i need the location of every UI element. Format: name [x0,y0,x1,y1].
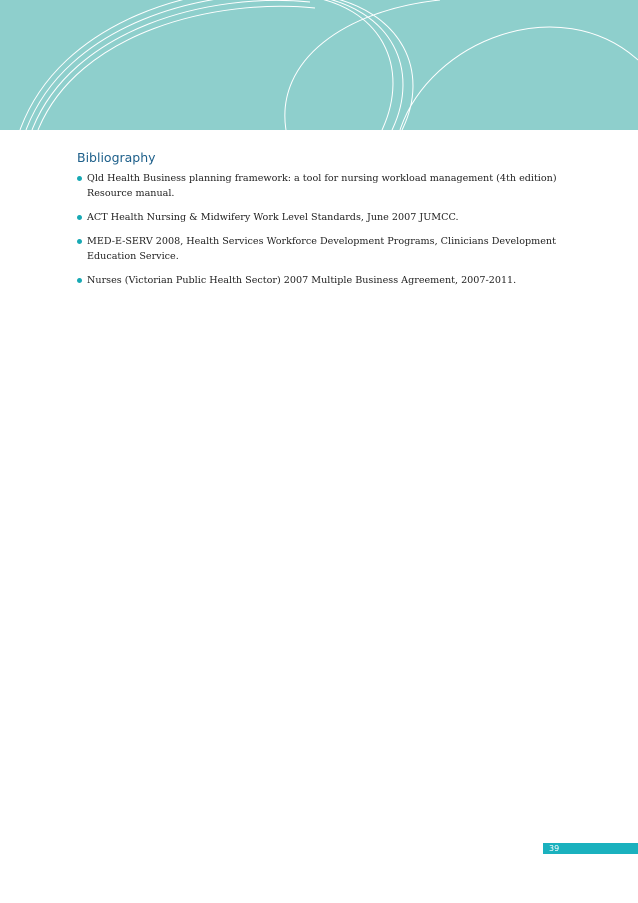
bullet-icon [77,215,82,220]
page-number-bar [543,843,638,854]
bibliography-list [77,171,577,288]
header-band [0,0,638,130]
arc-large-2 [26,0,305,130]
bullet-icon [77,278,82,283]
bibliography-section [77,150,577,297]
bullet-icon [77,239,82,244]
arc-large-3 [32,0,310,130]
arc-large-4 [38,6,315,130]
bullet-icon [77,176,82,181]
page-number: 39 [549,844,560,853]
bibliography-item-text: Qld Health Business planning framework: a tool for nursing workload management (4th edition) Resource manual. [87,173,557,199]
bibliography-item [77,210,577,225]
bibliography-item [77,234,577,264]
arc-far-right [400,27,638,130]
bibliography-item [77,273,577,288]
section-heading: Bibliography [77,150,156,165]
bibliography-item-text: MED-E-SERV 2008, Health Services Workforce Development Programs, Clinicians Development Education Service. [87,236,556,262]
bibliography-item-text: Nurses (Victorian Public Health Sector) 2007 Multiple Business Agreement, 2007-2011. [87,275,517,286]
bibliography-item [77,171,577,201]
bibliography-item-text: ACT Health Nursing & Midwifery Work Level Standards, June 2007 JUMCC. [87,212,459,223]
decorative-arcs [0,0,638,130]
arc-right-1 [285,0,440,130]
